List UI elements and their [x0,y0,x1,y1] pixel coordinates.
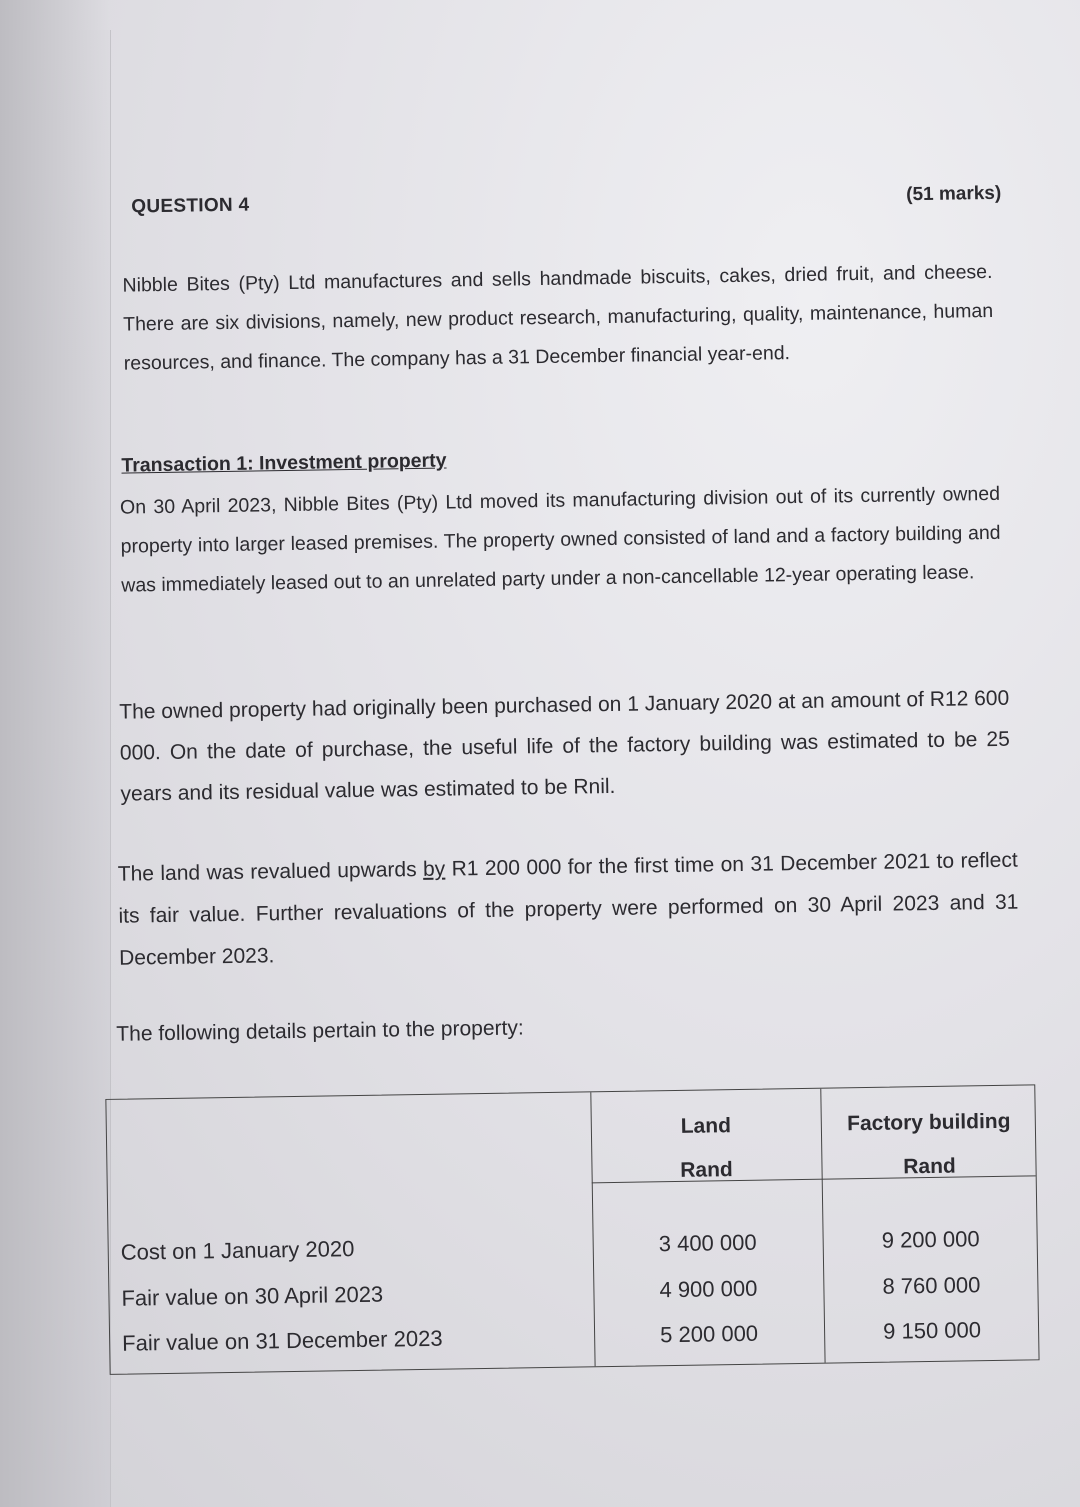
table-row-label: Cost on 1 January 2020 [120,1236,355,1265]
table-cell-factory: 8 760 000 [882,1272,981,1299]
column-header-land [591,1103,822,1195]
revaluation-text-end: R1 200 000 for the first time on 31 December 2021 to reflect its fair value. Further revaluations of the property were performed on 30 April 2023 and 31 December 2023. [118,848,1019,970]
property-details-table [105,1084,1039,1375]
column-header-factory-unit: Rand [903,1154,956,1179]
document-sheet [29,12,1062,1498]
revaluation-text-start: The land was revalued upwards [117,857,424,886]
column-header-factory [820,1099,1037,1190]
column-header-land-unit: Rand [680,1158,733,1182]
intro-paragraph: Nibble Bites (Pty) Ltd manufactures and sells handmade biscuits, cakes, dried fruit, and cheese. There are six divisions, namely, new product research, manufacturing, quality, maintenance, human resources, and finance. The company has a 31 December financial year-end. [122,260,994,375]
transaction-1-paragraph-2: The owned property had originally been purchased on 1 January 2020 at an amount of R12 600 000. On the date of purchase, the useful life of the factory building was estimated to be 25 years and its residual value was estimated to be Rnil. [119,686,1010,806]
question-marks: (51 marks) [906,182,1002,206]
table-lead-text: The following details pertain to the property: [116,1016,524,1046]
table-cell-land: 4 900 000 [659,1275,758,1303]
table-cell-land: 5 200 000 [659,1320,759,1348]
column-header-factory-title: Factory building [846,1109,1011,1136]
transaction-1-paragraph-3 [117,840,1019,980]
question-title: QUESTION 4 [131,194,250,218]
transaction-1-paragraph-1: On 30 April 2023, Nibble Bites (Pty) Ltd moved its manufacturing division out of its currently owned property into larger leased premises. The property owned consisted of land and a factory building and was immediately leased out to an unrelated party under a non-cancellable 12-year operating lease. [119,482,1001,597]
table-cell-land: 3 400 000 [658,1229,757,1257]
column-header-land-title: Land [680,1114,732,1138]
transaction-1-heading: Transaction 1: Investment property [121,449,447,477]
underlined-word: by [422,857,446,881]
table-cell-factory: 9 200 000 [881,1226,980,1253]
table-row-label: Fair value on 31 December 2023 [121,1325,443,1356]
table-cell-factory: 9 150 000 [882,1317,982,1344]
table-row-label: Fair value on 30 April 2023 [121,1281,384,1311]
